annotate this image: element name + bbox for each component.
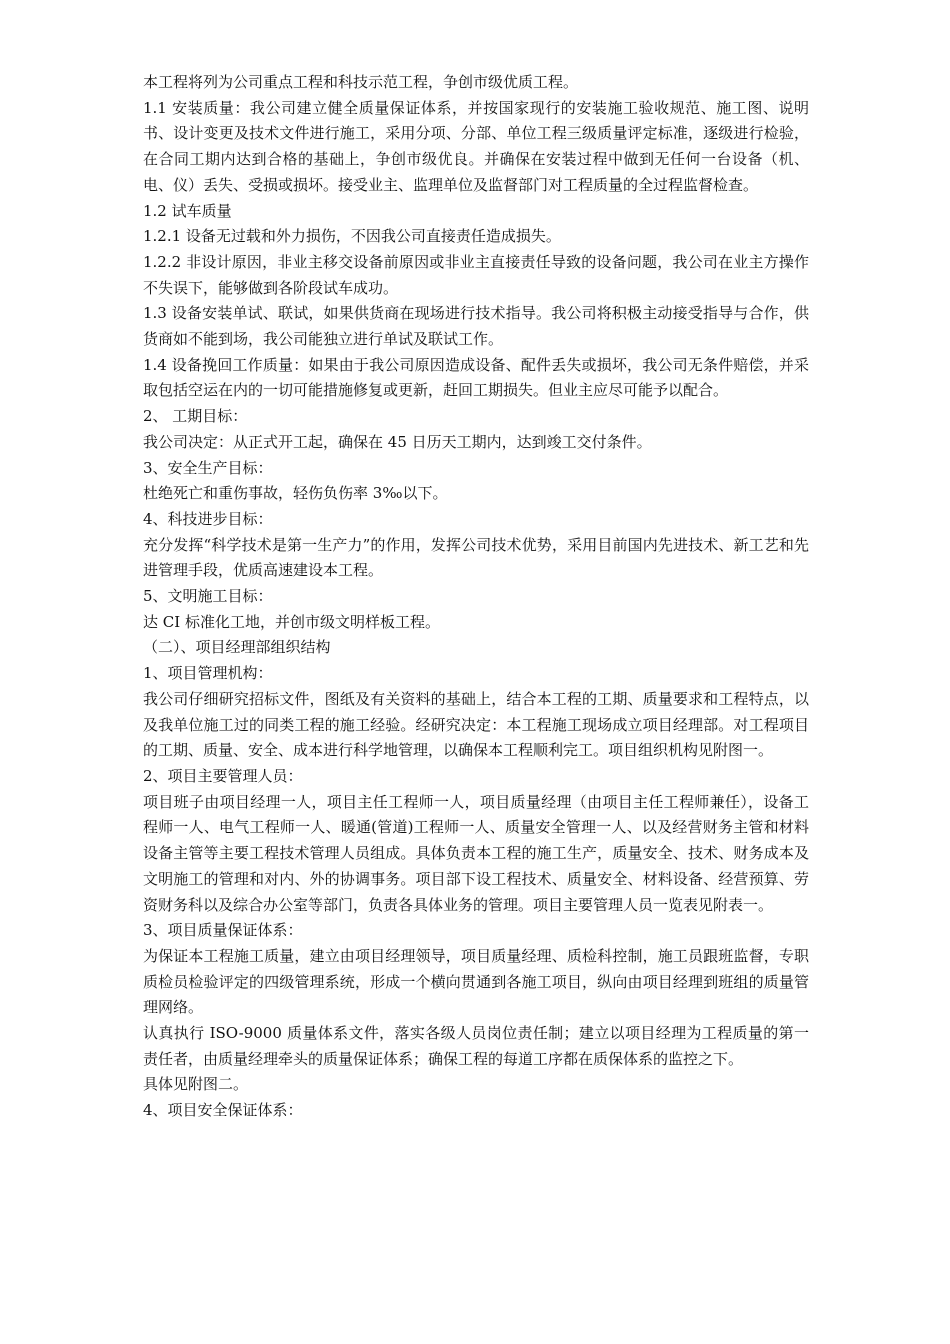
- paragraph-see-figure-2: 具体见附图二。: [143, 1075, 249, 1094]
- paragraph-quality-assurance-1: 为保证本工程施工质量，建立由项目经理领导，项目质量经理、质检科控制，施工员跟班监督，专职质检员检验评定的四级管理系统，形成一个横向贯通到各施工项目，纵向由项目经理到班组的质量管理网络。: [143, 946, 809, 1017]
- paragraph-civilized-construction: 达 CI 标准化工地，并创市级文明样板工程。: [143, 612, 440, 631]
- paragraph-1-2-2: 1.2.2 非设计原因，非业主移交设备前原因或非业主直接责任导致的设备问题，我公司在业主方操作不失误下，能够做到各阶段试车成功。: [143, 252, 809, 297]
- heading-safety-target: 3、安全生产目标：: [143, 458, 273, 477]
- paragraph-key-managers: 项目班子由项目经理一人，项目主任工程师一人，项目质量经理（由项目主任工程师兼任），设备工程师一人、电气工程师一人、暖通(管道)工程师一人、质量安全管理一人、以及经营财务主管和材料设备主管等主要工程技术管理人员组成。具体负责本工程的施工生产，质量安全、技术、财务成本及文明施工的管理和对内、外的协调事务。项目部下设工程技术、质量安全、材料设备、经营预算、劳资财务科以及综合办公室等部门，负责各具体业务的管理。项目主要管理人员一览表见附表一。: [143, 792, 809, 914]
- paragraph-safety: 杜绝死亡和重伤事故，轻伤负伤率 3‰以下。: [143, 484, 448, 503]
- heading-trial-run-quality: 1.2 试车质量: [143, 201, 232, 220]
- document-page: [143, 70, 809, 1124]
- paragraph-intro: 本工程将列为公司重点工程和科技示范工程，争创市级优质工程。: [143, 73, 579, 91]
- paragraph-tech-progress: 充分发挥“科学技术是第一生产力”的作用，发挥公司技术优势，采用目前国内先进技术、新工艺和先进管理手段，优质高速建设本工程。: [143, 535, 809, 580]
- paragraph-quality-assurance-2: 认真执行 ISO-9000 质量体系文件，落实各级人员岗位责任制；建立以项目经理为工程质量的第一责任者，由质量经理牵头的质量保证体系；确保工程的每道工序都在质保体系的监控之下。: [143, 1024, 809, 1068]
- heading-key-managers: 2、项目主要管理人员：: [143, 766, 303, 785]
- heading-civilized-construction-target: 5、文明施工目标：: [143, 587, 273, 606]
- heading-quality-assurance-system: 3、项目质量保证体系：: [143, 921, 303, 940]
- paragraph-schedule: 我公司决定：从正式开工起，确保在 45 日历天工期内，达到竣工交付条件。: [143, 432, 652, 451]
- paragraph-installation-quality: 1.1 安装质量：我公司建立健全质量保证体系，并按国家现行的安装施工验收规范、施工图、说明书、设计变更及技术文件进行施工，采用分项、分部、单位工程三级质量评定标准，逐级进行检验，在合同工期内达到合格的基础上，争创市级优良。并确保在安装过程中做到无任何一台设备（机、电、仪）丢失、受损或损坏。接受业主、监理单位及监督部门对工程质量的全过程监督检查。: [143, 98, 809, 194]
- heading-project-management-org: 1、项目管理机构：: [143, 664, 273, 683]
- heading-tech-progress-target: 4、科技进步目标：: [143, 509, 273, 528]
- paragraph-1-3: 1.3 设备安装单试、联试，如果供货商在现场进行技术指导。我公司将积极主动接受指导与合作，供货商如不能到场，我公司能独立进行单试及联试工作。: [143, 304, 809, 349]
- section-title-project-org: （二）、项目经理部组织结构: [143, 638, 331, 657]
- paragraph-project-management-org: 我公司仔细研究招标文件，图纸及有关资料的基础上，结合本工程的工期、质量要求和工程特点，以及我单位施工过的同类工程的施工经验。经研究决定：本工程施工现场成立项目经理部。对工程项目的工期、质量、安全、成本进行科学地管理，以确保本工程顺利完工。项目组织机构见附图一。: [143, 689, 809, 760]
- paragraph-1-2-1: 1.2.1 设备无过载和外力损伤，不因我公司直接责任造成损失。: [143, 227, 561, 246]
- heading-schedule-target: 2、 工期目标：: [143, 407, 248, 426]
- heading-safety-assurance-system: 4、项目安全保证体系：: [143, 1101, 303, 1120]
- paragraph-1-4: 1.4 设备挽回工作质量：如果由于我公司原因造成设备、配件丢失或损坏，我公司无条件赔偿，并采取包括空运在内的一切可能措施修复或更新，赶回工期损失。但业主应尽可能予以配合。: [143, 355, 809, 400]
